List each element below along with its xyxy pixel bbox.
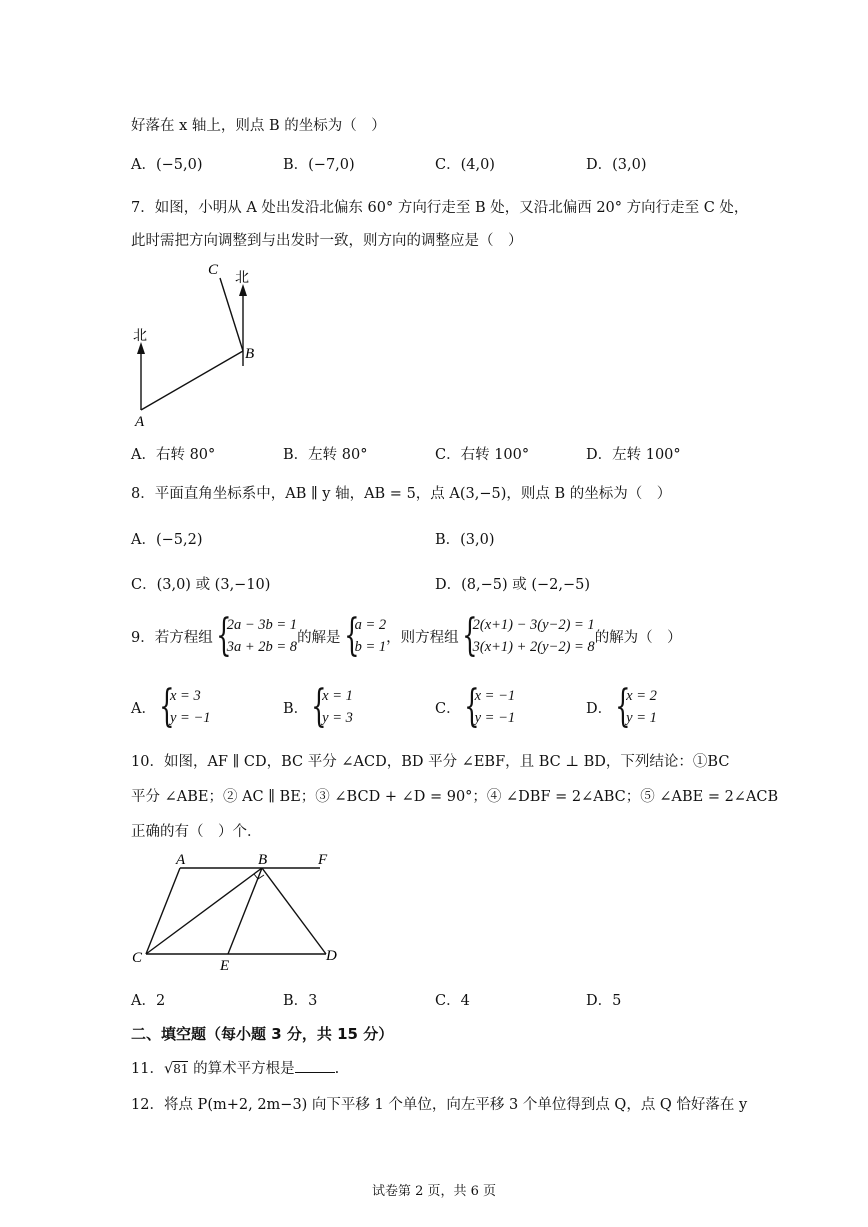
q9-option-d-label: D． [586, 700, 613, 717]
q11-radicand: 81 [173, 1062, 189, 1076]
q7-option-c: C．右转 100° [435, 447, 530, 463]
q12-line: 12．将点 P(m+2, 2m−3) 向下平移 1 个单位，向左平移 3 个单位得到点 Q，点 Q 恰好落在 y [131, 1097, 748, 1113]
q9-option-b-row2: y = 3 [322, 710, 353, 726]
q9-option-b-label: B． [283, 700, 309, 717]
q8-option-b: B．(3,0) [435, 532, 495, 548]
q10-label-c: C [132, 950, 143, 966]
q10-label-d: D [326, 948, 337, 964]
q6-option-d: D．(3,0) [586, 157, 647, 173]
q10-option-b: B．3 [283, 993, 318, 1009]
q7-line2: 此时需把方向调整到与出发时一致，则方向的调整应是（ ） [131, 233, 523, 249]
q8-option-c: C．(3,0) 或 (3,−10) [131, 577, 271, 593]
q9-option-d: D． { x = 2 y = 1 [586, 681, 657, 732]
q7-line1: 7．如图，小明从 A 处出发沿北偏东 60° 方向行走至 B 处，又沿北偏西 20° 方向行走至 C 处， [131, 200, 749, 216]
q7-option-b: B．左转 80° [283, 447, 368, 463]
q9-option-c-row2: y = −1 [474, 710, 516, 726]
q9-option-a: A． { x = 3 y = −1 [131, 681, 211, 732]
q10-label-b: B [258, 852, 268, 868]
section-heading-fill-blank: 二、填空题（每小题 3 分，共 15 分） [131, 1025, 394, 1043]
q6-option-a: A．(−5,0) [131, 157, 203, 173]
radical-icon: √ [163, 1061, 174, 1077]
q9-system-3: { 2(x+1) − 3(y−2) = 1 3(x+1) + 2(y−2) = 8 [461, 610, 595, 661]
q9-option-c-row1: x = −1 [474, 688, 516, 704]
q9-option-c-label: C． [435, 700, 461, 717]
q7-label-b: B [245, 346, 255, 362]
q7-option-a: A．右转 80° [131, 447, 216, 463]
q9-text-1: 9．若方程组 [131, 629, 213, 646]
page-footer: 试卷第 2 页，共 6 页 [371, 1184, 497, 1199]
q9-system-2: { a = 2 b = 1 [343, 610, 387, 661]
q9-option-c: C． { x = −1 y = −1 [435, 681, 516, 732]
q10-line3: 正确的有（ ）个． [131, 824, 262, 840]
q7-label-a: A [135, 414, 145, 430]
q6-tail-text: 好落在 x 轴上，则点 B 的坐标为（ ） [131, 118, 386, 134]
q9-option-a-row2: y = −1 [169, 710, 211, 726]
q10-line1: 10．如图，AF ∥ CD，BC 平分 ∠ACD，BD 平分 ∠EBF，且 BC ⊥ BD，下列结论：①BC [131, 754, 730, 770]
q7-label-c: C [208, 262, 219, 278]
q7-option-d: D．左转 100° [586, 447, 681, 463]
q9-sys3-row2: 3(x+1) + 2(y−2) = 8 [472, 639, 595, 655]
q11-line [131, 1057, 339, 1078]
q11-answer-blank[interactable] [295, 1058, 335, 1073]
q11-text: 的算术平方根是 [188, 1061, 295, 1077]
q9-option-a-row1: x = 3 [169, 688, 201, 704]
q9-sys1-row2: 3a + 2b = 8 [226, 639, 298, 655]
q7-label-north-1: 北 [133, 328, 147, 344]
q9-option-b-row1: x = 1 [322, 688, 353, 704]
q8-line: 8．平面直角坐标系中，AB ∥ y 轴，AB = 5，点 A(3,−5)，则点 B 的坐标为（ ） [131, 486, 672, 502]
q10-label-f: F [318, 852, 328, 868]
q10-option-d: D．5 [586, 993, 622, 1009]
q8-option-d: D．(8,−5) 或 (−2,−5) [435, 577, 591, 593]
q9-line [131, 610, 682, 661]
q11-number: 11． [131, 1061, 164, 1077]
q9-system-1: { 2a − 3b = 1 3a + 2b = 8 [215, 610, 298, 661]
q9-text-4: 的解为（ ） [594, 629, 682, 646]
q9-sys3-row1: 2(x+1) − 3(y−2) = 1 [472, 617, 595, 633]
q9-option-d-row1: x = 2 [626, 688, 657, 704]
q10-figure [128, 848, 348, 974]
q7-label-north-2: 北 [235, 270, 249, 286]
q6-option-c: C．(4,0) [435, 157, 495, 173]
q11-end: . [334, 1061, 340, 1077]
q8-option-a: A．(−5,2) [131, 532, 203, 548]
q7-figure [125, 258, 275, 430]
q9-option-b: B． { x = 1 y = 3 [283, 681, 353, 732]
q9-text-3: ，则方程组 [386, 629, 459, 646]
q10-option-a: A．2 [131, 993, 166, 1009]
q10-line2: 平分 ∠ABE；② AC ∥ BE；③ ∠BCD + ∠D = 90°；④ ∠DBF = 2∠ABC；⑤ ∠ABE = 2∠ACB [131, 789, 779, 805]
q10-label-e: E [220, 958, 230, 974]
q7-segment-bc [220, 278, 243, 351]
q9-sys2-row1: a = 2 [354, 617, 387, 633]
q9-option-a-label: A． [131, 700, 156, 717]
q10-label-a: A [176, 852, 186, 868]
q6-option-b: B．(−7,0) [283, 157, 355, 173]
q9-sys2-row2: b = 1 [354, 639, 387, 655]
q7-segment-ab [141, 351, 243, 410]
q9-text-2: 的解是 [297, 629, 341, 646]
q9-sys1-row1: 2a − 3b = 1 [226, 617, 298, 633]
q10-option-c: C．4 [435, 993, 470, 1009]
q10-segment-bd [262, 868, 326, 954]
q9-option-d-row2: y = 1 [626, 710, 657, 726]
